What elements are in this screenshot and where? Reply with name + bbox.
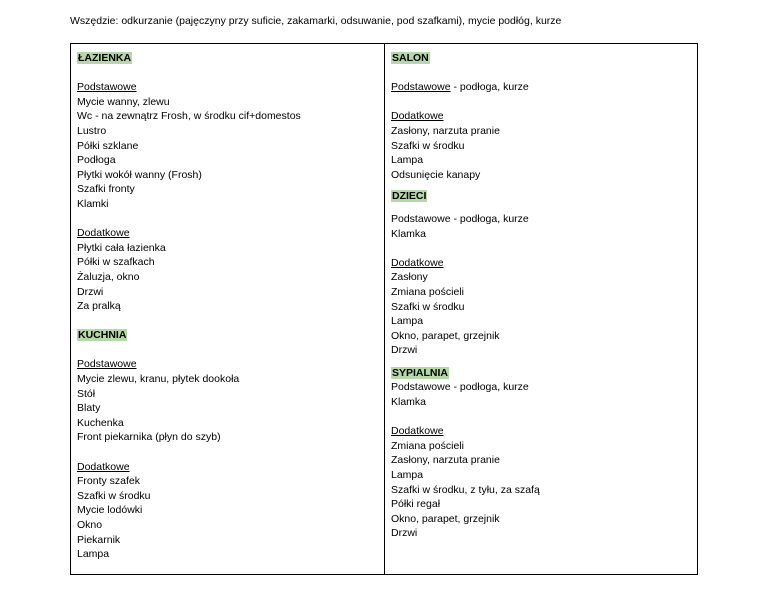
intro-text: Wszędzie: odkurzanie (pajęczyny przy suficie, zakamarki, odsuwanie, pod szafkami), mycie podłóg, kurze [70, 15, 562, 27]
list-item: Lampa [391, 315, 424, 328]
section-title-salon: SALON [392, 52, 429, 64]
list-item: Kuchenka [77, 416, 124, 429]
list-item: Półki regał [391, 498, 441, 511]
list-item: Szafki w środku [391, 139, 465, 152]
sypialnia-extra-label: Dodatkowe [391, 425, 444, 438]
dzieci-extra-label: Dodatkowe [391, 256, 444, 269]
list-item: Półki w szafkach [77, 256, 155, 269]
list-item: Blaty [77, 402, 101, 415]
list-item: Odsunięcie kanapy [391, 168, 481, 181]
dzieci-basic-list [391, 212, 691, 241]
list-item: Klamka [391, 227, 427, 240]
list-item: Zmiana pościeli [391, 439, 464, 452]
list-item: Drzwi [391, 527, 418, 540]
list-item: Za pralką [77, 300, 121, 313]
list-item: Podłoga [77, 154, 116, 167]
list-item: Stół [77, 387, 96, 400]
section-title-dzieci: DZIECI [392, 190, 427, 203]
list-item: Front piekarnika (płyn do szyb) [77, 431, 221, 444]
list-item: Lustro [77, 124, 107, 137]
list-item: Drzwi [391, 344, 418, 357]
list-item: Mycie wanny, zlewu [77, 95, 170, 108]
sypialnia-basic-list [391, 380, 691, 409]
kuchnia-basic-label: Podstawowe [77, 358, 137, 371]
list-item: Płytki wokół wanny (Frosh) [77, 168, 202, 181]
right-column [385, 44, 697, 574]
list-item: Lampa [391, 469, 424, 482]
kuchnia-extra-list [77, 474, 378, 562]
list-item: Półki szklane [77, 139, 139, 152]
list-item: Mycie zlewu, kranu, płytek dookoła [77, 373, 240, 386]
list-item: Mycie lodówki [77, 504, 143, 517]
list-item: Szafki w środku [77, 489, 151, 502]
section-title-kuchnia: KUCHNIA [78, 329, 127, 342]
list-item: Żaluzja, okno [77, 270, 140, 283]
section-title-sypialnia: SYPIALNIA [392, 366, 449, 379]
rooms-table [70, 43, 698, 575]
list-item: Okno [77, 519, 103, 531]
list-item: Klamki [77, 197, 109, 210]
list-item: Drzwi [77, 285, 104, 298]
list-item: Fronty szafek [77, 475, 141, 488]
list-item: Okno, parapet, grzejnik [391, 512, 500, 525]
list-item: Podstawowe - podłoga, kurze [391, 212, 529, 225]
salon-basic-line [391, 80, 691, 95]
lazienka-basic-list [77, 95, 378, 212]
lazienka-extra-label: Dodatkowe [77, 227, 130, 240]
list-item: Piekarnik [77, 533, 121, 546]
kuchnia-basic-list [77, 372, 378, 445]
list-item: Zasłony [391, 271, 428, 284]
section-title-lazienka: ŁAZIENKA [78, 52, 132, 64]
sypialnia-extra-list [391, 439, 691, 541]
list-item: Zasłony, narzuta pranie [391, 454, 500, 467]
salon-extra-label: Dodatkowe [391, 110, 444, 123]
left-column [71, 44, 385, 574]
salon-basic-label: Podstawowe [391, 81, 451, 94]
list-item: Szafki fronty [77, 183, 135, 196]
salon-basic-suffix: - podłoga, kurze [450, 81, 529, 94]
list-item: Płytki cała łazienka [77, 241, 166, 254]
list-item: Klamka [391, 396, 427, 409]
list-item: Lampa [77, 548, 110, 561]
salon-extra-list [391, 124, 691, 182]
dzieci-extra-list [391, 270, 691, 358]
list-item: Okno, parapet, grzejnik [391, 329, 500, 342]
list-item: Zmiana pościeli [391, 285, 464, 298]
list-item: Lampa [391, 154, 424, 167]
list-item: Zasłony, narzuta pranie [391, 124, 500, 137]
kuchnia-extra-label: Dodatkowe [77, 460, 130, 473]
list-item: Szafki w środku [391, 300, 465, 313]
lazienka-basic-label: Podstawowe [77, 81, 137, 94]
list-item: Wc - na zewnątrz Frosh, w środku cif+domestos [77, 110, 301, 123]
lazienka-extra-list [77, 241, 378, 314]
list-item: Szafki w środku, z tyłu, za szafą [391, 483, 540, 496]
list-item: Podstawowe - podłoga, kurze [391, 381, 529, 394]
